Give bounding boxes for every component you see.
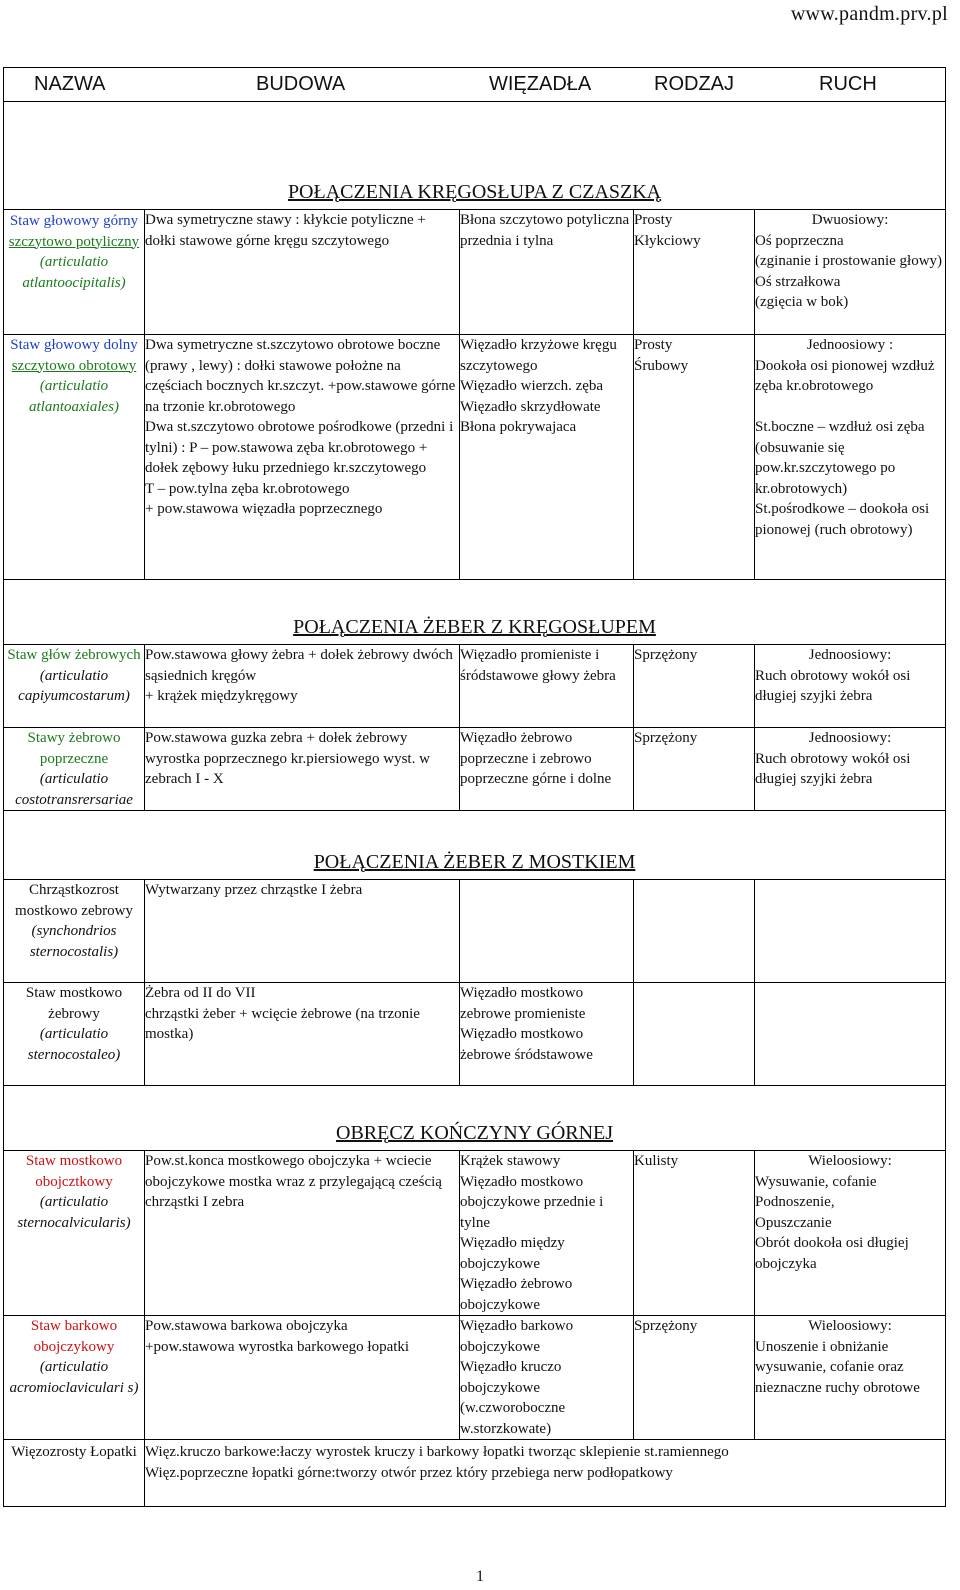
joint-name: Staw mostkowo żebrowy <box>25 985 123 1022</box>
wiezadla-cell: Więzadło żebrowo poprzeczne i zebrowo poprzeczne górne i dolne <box>460 728 634 811</box>
site-url: www.pandm.prv.pl <box>790 3 948 25</box>
section-row <box>4 811 946 880</box>
rodzaj-cell: Prosty Śrubowy <box>634 335 755 580</box>
rodzaj-cell: Sprzężony <box>634 728 755 811</box>
ruch-cell: Oś poprzeczna (zginanie i prostowanie głowy) Oś strzałkowa (zgięcia w bok) <box>755 232 943 310</box>
joint-latin: (articulatio sternocostaleo) <box>27 1026 121 1063</box>
joint-name: Staw głów żebrowych <box>7 647 141 663</box>
joint-latin: (articulatio atlantoocipitalis) <box>22 254 126 291</box>
wiezadla-cell: Więzadło barkowo obojczykowe Więzadło kruczo obojczykowe (w.czworoboczne w.storzkowate) <box>460 1316 634 1440</box>
joint-name: Staw mostkowo obojcztkowy <box>25 1153 123 1190</box>
header-wiezadla: WIĘZADŁA <box>489 73 592 96</box>
table-row <box>4 1316 946 1440</box>
rodzaj-cell: Kulisty <box>634 1151 755 1316</box>
header-nazwa: NAZWA <box>34 73 106 96</box>
section-title: POŁĄCZENIA ŻEBER Z KRĘGOSŁUPEM <box>293 616 656 638</box>
ruch-cell: Dookoła osi pionowej wzdłuż zęba kr.obrotowego St.boczne – wzdłuż osi zęba (obsuwanie się pow.kr.szczytowego po kr.obrotowych) St.pośrodkowe – dookoła osi pionowej (ruch obrotowy) <box>755 357 935 538</box>
section-row <box>4 102 946 210</box>
table-row <box>4 210 946 335</box>
wiezadla-cell: Więzadło mostkowo zebrowe promieniste Więzadło mostkowo żebrowe śródstawowe <box>460 983 634 1086</box>
ruch-head: Dwuosiowy: <box>811 212 889 228</box>
section-title: POŁĄCZENIA KRĘGOSŁUPA Z CZASZKĄ <box>287 181 662 203</box>
table-row <box>4 1151 946 1316</box>
joint-name: Chrząstkozrost mostkowo zebrowy <box>15 882 133 919</box>
rodzaj-cell: Sprzężony <box>634 1316 755 1440</box>
budowa-cell: Wytwarzany przez chrząstke I żebra <box>145 880 460 983</box>
ruch-cell: Wysuwanie, cofanie Podnoszenie, Opuszczanie Obrót dookoła osi długiej obojczyka <box>755 1173 909 1272</box>
joint-name: Staw głowowy górny <box>9 213 139 229</box>
joint-name-sub: szczytowo potyliczny <box>8 233 140 250</box>
header-rodzaj: RODZAJ <box>654 73 734 96</box>
joint-name: Stawy żebrowo poprzeczne <box>27 730 121 767</box>
section-row <box>4 1086 946 1151</box>
header-budowa: BUDOWA <box>256 73 346 96</box>
joint-name: Więzozrosty Łopatki <box>4 1440 145 1507</box>
ruch-head: Wieloosiowy: <box>808 1153 892 1169</box>
budowa-cell: Żebra od II do VII chrząstki żeber + wcięcie żebrowe (na trzonie mostka) <box>145 983 460 1086</box>
budowa-cell: Pow.st.konca mostkowego obojczyka + wciecie obojczykowe mostka wraz z przylegającą cześcią chrząstki I zebra <box>145 1151 460 1316</box>
section-row <box>4 580 946 645</box>
rodzaj-cell: Prosty Kłykciowy <box>634 210 755 335</box>
table-row <box>4 335 946 580</box>
note-line: Więz.kruczo barkowe:łaczy wyrostek kruczy i barkowy łopatki tworząc sklepienie st.ramiennego <box>145 1444 729 1460</box>
budowa-cell: Dwa symetryczne st.szczytowo obrotowe boczne (prawy , lewy) : dołki stawowe położne na częściach bocznych kr.szczyt. +pow.stawowe górne na trzonie kr.obrotowego Dwa st.szczytowo obrotowe pośrodkowe (przedni i tylni) : P – pow.stawowa zęba kr.obrotowego + dołek zębowy łuku przedniego kr.szczytowego T – pow.tylna zęba kr.obrotowego + pow.stawowa więzadła poprzecznego <box>145 335 460 580</box>
joint-latin: (synchondrios sternocostalis) <box>29 923 119 960</box>
section-title: OBRĘCZ KOŃCZYNY GÓRNEJ <box>336 1122 614 1144</box>
joint-latin: (articulatio atlantoaxiales) <box>29 378 119 415</box>
table-row <box>4 1440 946 1507</box>
joint-name-sub: szczytowo obrotowy <box>11 357 137 374</box>
note-line: Więz.poprzeczne łopatki górne:tworzy otwór przez który przebiega nerw podłopatkowy <box>145 1464 673 1481</box>
wiezadla-cell: Błona szczytowo potyliczna przednia i tylna <box>460 210 634 335</box>
budowa-cell: Dwa symetryczne stawy : kłykcie potyliczne + dołki stawowe górne kręgu szczytowego <box>145 210 460 335</box>
table-row <box>4 983 946 1086</box>
ruch-cell: Ruch obrotowy wokół osi długiej szyjki żebra <box>755 750 911 787</box>
rodzaj-cell: Sprzężony <box>634 645 755 728</box>
joint-latin: (articulatio capiyumcostarum) <box>18 667 130 704</box>
joint-latin: (articulatio sternocalvicularis) <box>17 1194 131 1231</box>
ruch-head: Jednoosiowy: <box>808 730 892 746</box>
joint-name: Staw głowowy dolny <box>10 337 138 353</box>
ruch-head: Wieloosiowy: <box>808 1318 892 1334</box>
joint-latin: (articulatio acromioclaviculari s) <box>9 1359 139 1396</box>
joint-latin: (articulatio costotransrersariae <box>15 771 133 808</box>
header-ruch: RUCH <box>819 73 877 96</box>
wiezadla-cell: Krążek stawowy Więzadło mostkowo obojczykowe przednie i tylne Więzadło między obojczykowe Więzadło żebrowo obojczykowe <box>460 1151 634 1316</box>
table-row <box>4 728 946 811</box>
page-number: 1 <box>476 1568 484 1585</box>
table-row <box>4 645 946 728</box>
ruch-cell: Ruch obrotowy wokół osi długiej szyjki żebra <box>755 667 911 704</box>
budowa-cell: Pow.stawowa guzka zebra + dołek żebrowy wyrostka poprzecznego kr.piersiowego wyst. w zebrach I - X <box>145 728 460 811</box>
section-title: POŁĄCZENIA ŻEBER Z MOSTKIEM <box>313 851 636 873</box>
budowa-cell: Pow.stawowa głowy żebra + dołek żebrowy dwóch sąsiednich kręgów + krążek międzykręgowy <box>145 645 460 728</box>
budowa-cell: Pow.stawowa barkowa obojczyka +pow.stawowa wyrostka barkowego łopatki <box>145 1316 460 1440</box>
wiezadla-cell: Więzadło promieniste i śródstawowe głowy żebra <box>460 645 634 728</box>
table-row <box>4 880 946 983</box>
ruch-head: Jednoosiowy: <box>808 647 892 663</box>
header-row <box>4 68 946 102</box>
ruch-head: Jednoosiowy : <box>806 337 894 353</box>
joint-name: Staw barkowo obojczykowy <box>30 1318 118 1355</box>
wiezadla-cell: Więzadło krzyżowe kręgu szczytowego Więzadło wierzch. zęba Więzadło skrzydłowate Błona pokrywajaca <box>460 335 634 580</box>
ruch-cell: Unoszenie i obniżanie wysuwanie, cofanie oraz nieznaczne ruchy obrotowe <box>755 1338 920 1396</box>
joints-table <box>3 67 946 1507</box>
